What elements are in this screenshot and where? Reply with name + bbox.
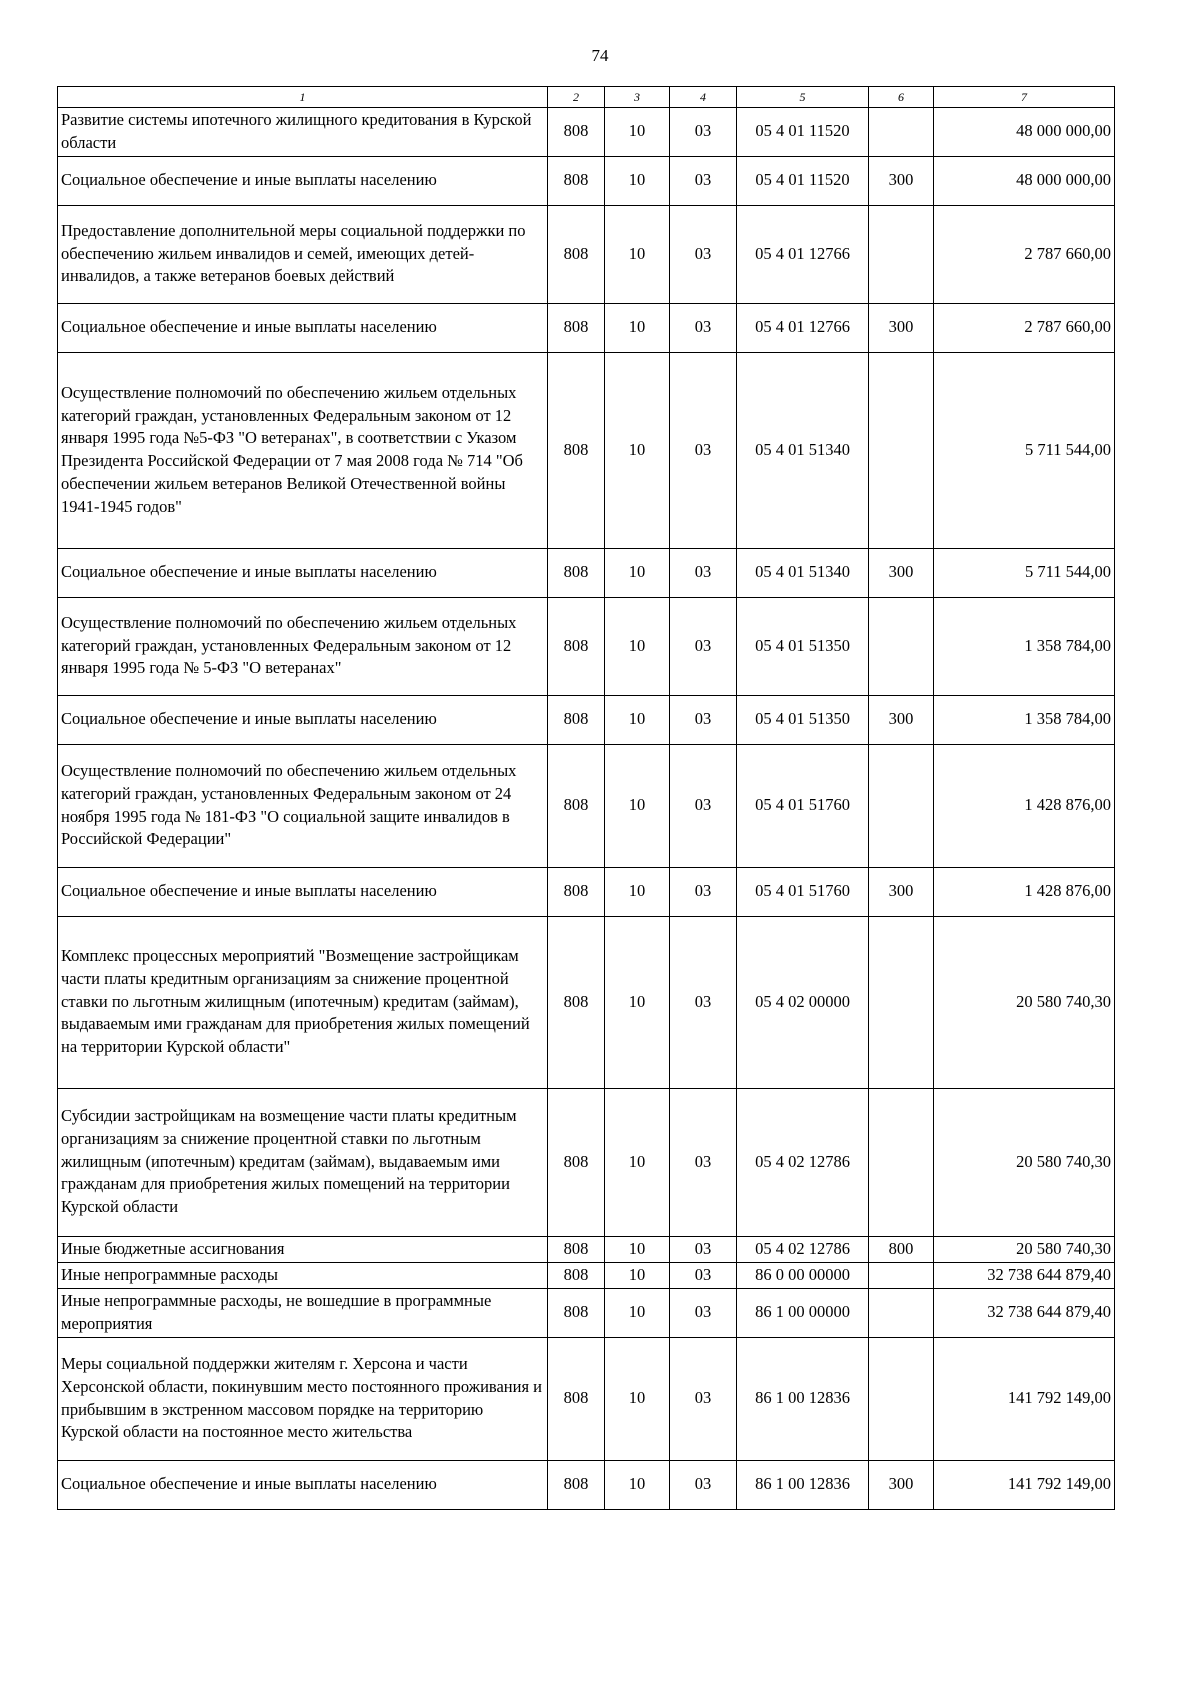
expense-type-code-cell: 300: [869, 303, 934, 352]
amount-cell: 48 000 000,00: [934, 156, 1115, 205]
amount-cell: 2 787 660,00: [934, 303, 1115, 352]
row-name-cell: Социальное обеспечение и иные выплаты населению: [58, 1460, 548, 1509]
section-code-cell: 10: [605, 1460, 670, 1509]
expense-type-code-cell: 800: [869, 1236, 934, 1262]
ministry-code-cell: 808: [548, 156, 605, 205]
row-name-cell: Меры социальной поддержки жителям г. Херсона и части Херсонской области, покинувшим место постоянного проживания и прибывшим в экстренном массовом порядке на территорию Курской области на постоянное место жительства: [58, 1337, 548, 1460]
section-code-cell: 10: [605, 156, 670, 205]
amount-cell: 141 792 149,00: [934, 1337, 1115, 1460]
amount-cell: 20 580 740,30: [934, 916, 1115, 1088]
section-code-cell: 10: [605, 1088, 670, 1236]
section-code-cell: 10: [605, 205, 670, 303]
subsection-code-cell: 03: [670, 352, 737, 548]
section-code-cell: 10: [605, 744, 670, 867]
column-number-6: 6: [869, 87, 934, 108]
row-name-cell: Иные непрограммные расходы: [58, 1262, 548, 1288]
page-number: 74: [591, 46, 609, 65]
column-number-2: 2: [548, 87, 605, 108]
expense-type-code-cell: [869, 1288, 934, 1337]
expense-type-code-cell: [869, 1262, 934, 1288]
table-row: [58, 1088, 1115, 1236]
amount-cell: 20 580 740,30: [934, 1088, 1115, 1236]
ministry-code-cell: 808: [548, 597, 605, 695]
amount-cell: 5 711 544,00: [934, 548, 1115, 597]
amount-cell: 1 358 784,00: [934, 597, 1115, 695]
target-article-code-cell: 05 4 01 51350: [737, 597, 869, 695]
ministry-code-cell: 808: [548, 744, 605, 867]
subsection-code-cell: 03: [670, 695, 737, 744]
row-name-cell: Социальное обеспечение и иные выплаты населению: [58, 156, 548, 205]
subsection-code-cell: 03: [670, 744, 737, 867]
section-code-cell: 10: [605, 1288, 670, 1337]
target-article-code-cell: 05 4 02 12786: [737, 1088, 869, 1236]
amount-cell: 141 792 149,00: [934, 1460, 1115, 1509]
subsection-code-cell: 03: [670, 548, 737, 597]
subsection-code-cell: 03: [670, 867, 737, 916]
subsection-code-cell: 03: [670, 1262, 737, 1288]
expense-type-code-cell: [869, 108, 934, 157]
expense-type-code-cell: 300: [869, 867, 934, 916]
target-article-code-cell: 05 4 01 12766: [737, 303, 869, 352]
section-code-cell: 10: [605, 1236, 670, 1262]
table-row: [58, 916, 1115, 1088]
table-row: [58, 205, 1115, 303]
target-article-code-cell: 05 4 01 51340: [737, 548, 869, 597]
row-name-cell: Осуществление полномочий по обеспечению жильем отдельных категорий граждан, установленных Федеральным законом от 12 января 1995 года № 5-ФЗ "О ветеранах": [58, 597, 548, 695]
table-row: [58, 695, 1115, 744]
ministry-code-cell: 808: [548, 548, 605, 597]
ministry-code-cell: 808: [548, 1337, 605, 1460]
ministry-code-cell: 808: [548, 1288, 605, 1337]
table-row: [58, 548, 1115, 597]
ministry-code-cell: 808: [548, 1236, 605, 1262]
section-code-cell: 10: [605, 108, 670, 157]
table-row: [58, 1262, 1115, 1288]
subsection-code-cell: 03: [670, 108, 737, 157]
expense-type-code-cell: 300: [869, 695, 934, 744]
subsection-code-cell: 03: [670, 597, 737, 695]
target-article-code-cell: 86 0 00 00000: [737, 1262, 869, 1288]
subsection-code-cell: 03: [670, 1236, 737, 1262]
expense-type-code-cell: [869, 916, 934, 1088]
subsection-code-cell: 03: [670, 1088, 737, 1236]
target-article-code-cell: 05 4 01 11520: [737, 108, 869, 157]
subsection-code-cell: 03: [670, 205, 737, 303]
row-name-cell: Осуществление полномочий по обеспечению жильем отдельных категорий граждан, установленных Федеральным законом от 24 ноября 1995 года № 181-ФЗ "О социальной защите инвалидов в Российской Федерации": [58, 744, 548, 867]
column-number-7: 7: [934, 87, 1115, 108]
expense-type-code-cell: 300: [869, 548, 934, 597]
subsection-code-cell: 03: [670, 1460, 737, 1509]
section-code-cell: 10: [605, 352, 670, 548]
table-body: [58, 108, 1115, 1510]
amount-cell: 2 787 660,00: [934, 205, 1115, 303]
section-code-cell: 10: [605, 1337, 670, 1460]
ministry-code-cell: 808: [548, 108, 605, 157]
expense-type-code-cell: [869, 597, 934, 695]
section-code-cell: 10: [605, 695, 670, 744]
row-name-cell: Иные непрограммные расходы, не вошедшие в программные мероприятия: [58, 1288, 548, 1337]
row-name-cell: Осуществление полномочий по обеспечению жильем отдельных категорий граждан, установленных Федеральным законом от 12 января 1995 года №5-ФЗ "О ветеранах", в соответствии с Указом Президента Российской Федерации от 7 мая 2008 года № 714 "Об обеспечении жильем ветеранов Великой Отечественной войны 1941-1945 годов": [58, 352, 548, 548]
target-article-code-cell: 86 1 00 12836: [737, 1337, 869, 1460]
ministry-code-cell: 808: [548, 1262, 605, 1288]
ministry-code-cell: 808: [548, 352, 605, 548]
section-code-cell: 10: [605, 597, 670, 695]
expense-type-code-cell: 300: [869, 156, 934, 205]
budget-table: [57, 86, 1115, 1510]
subsection-code-cell: 03: [670, 156, 737, 205]
amount-cell: 1 428 876,00: [934, 867, 1115, 916]
subsection-code-cell: 03: [670, 303, 737, 352]
ministry-code-cell: 808: [548, 1460, 605, 1509]
target-article-code-cell: 86 1 00 00000: [737, 1288, 869, 1337]
section-code-cell: 10: [605, 1262, 670, 1288]
table-row: [58, 1236, 1115, 1262]
row-name-cell: Развитие системы ипотечного жилищного кредитования в Курской области: [58, 108, 548, 157]
column-number-3: 3: [605, 87, 670, 108]
column-number-5: 5: [737, 87, 869, 108]
expense-type-code-cell: [869, 1337, 934, 1460]
subsection-code-cell: 03: [670, 1337, 737, 1460]
section-code-cell: 10: [605, 867, 670, 916]
amount-cell: 48 000 000,00: [934, 108, 1115, 157]
table-row: [58, 867, 1115, 916]
subsection-code-cell: 03: [670, 916, 737, 1088]
amount-cell: 1 358 784,00: [934, 695, 1115, 744]
target-article-code-cell: 05 4 01 12766: [737, 205, 869, 303]
section-code-cell: 10: [605, 303, 670, 352]
expense-type-code-cell: 300: [869, 1460, 934, 1509]
expense-type-code-cell: [869, 352, 934, 548]
table-row: [58, 597, 1115, 695]
table-row: [58, 156, 1115, 205]
table-row: [58, 352, 1115, 548]
target-article-code-cell: 05 4 01 51760: [737, 867, 869, 916]
amount-cell: 20 580 740,30: [934, 1236, 1115, 1262]
expense-type-code-cell: [869, 744, 934, 867]
row-name-cell: Социальное обеспечение и иные выплаты населению: [58, 303, 548, 352]
table-row: [58, 1288, 1115, 1337]
section-code-cell: 10: [605, 916, 670, 1088]
target-article-code-cell: 05 4 01 51760: [737, 744, 869, 867]
amount-cell: 1 428 876,00: [934, 744, 1115, 867]
ministry-code-cell: 808: [548, 916, 605, 1088]
table-row: [58, 108, 1115, 157]
target-article-code-cell: 86 1 00 12836: [737, 1460, 869, 1509]
target-article-code-cell: 05 4 01 51350: [737, 695, 869, 744]
amount-cell: 5 711 544,00: [934, 352, 1115, 548]
ministry-code-cell: 808: [548, 867, 605, 916]
row-name-cell: Социальное обеспечение и иные выплаты населению: [58, 867, 548, 916]
expense-type-code-cell: [869, 1088, 934, 1236]
table-row: [58, 1337, 1115, 1460]
row-name-cell: Социальное обеспечение и иные выплаты населению: [58, 548, 548, 597]
column-number-4: 4: [670, 87, 737, 108]
ministry-code-cell: 808: [548, 1088, 605, 1236]
row-name-cell: Комплекс процессных мероприятий "Возмещение застройщикам части платы кредитным организациям за снижение процентной ставки по льготным жилищным (ипотечным) кредитам (займам), выдаваемым ими гражданам для приобретения жилых помещений на территории Курской области": [58, 916, 548, 1088]
section-code-cell: 10: [605, 548, 670, 597]
ministry-code-cell: 808: [548, 205, 605, 303]
target-article-code-cell: 05 4 01 51340: [737, 352, 869, 548]
subsection-code-cell: 03: [670, 1288, 737, 1337]
target-article-code-cell: 05 4 01 11520: [737, 156, 869, 205]
column-number-row: [58, 87, 1115, 108]
row-name-cell: Иные бюджетные ассигнования: [58, 1236, 548, 1262]
row-name-cell: Субсидии застройщикам на возмещение части платы кредитным организациям за снижение процентной ставки по льготным жилищным (ипотечным) кредитам (займам), выдаваемым ими гражданам для приобретения жилых помещений на территории Курской области: [58, 1088, 548, 1236]
table-row: [58, 744, 1115, 867]
amount-cell: 32 738 644 879,40: [934, 1262, 1115, 1288]
target-article-code-cell: 05 4 02 00000: [737, 916, 869, 1088]
ministry-code-cell: 808: [548, 695, 605, 744]
table-row: [58, 1460, 1115, 1509]
column-number-1: 1: [58, 87, 548, 108]
amount-cell: 32 738 644 879,40: [934, 1288, 1115, 1337]
row-name-cell: Предоставление дополнительной меры социальной поддержки по обеспечению жильем инвалидов и семей, имеющих детей-инвалидов, а также ветеранов боевых действий: [58, 205, 548, 303]
target-article-code-cell: 05 4 02 12786: [737, 1236, 869, 1262]
ministry-code-cell: 808: [548, 303, 605, 352]
expense-type-code-cell: [869, 205, 934, 303]
row-name-cell: Социальное обеспечение и иные выплаты населению: [58, 695, 548, 744]
table-row: [58, 303, 1115, 352]
